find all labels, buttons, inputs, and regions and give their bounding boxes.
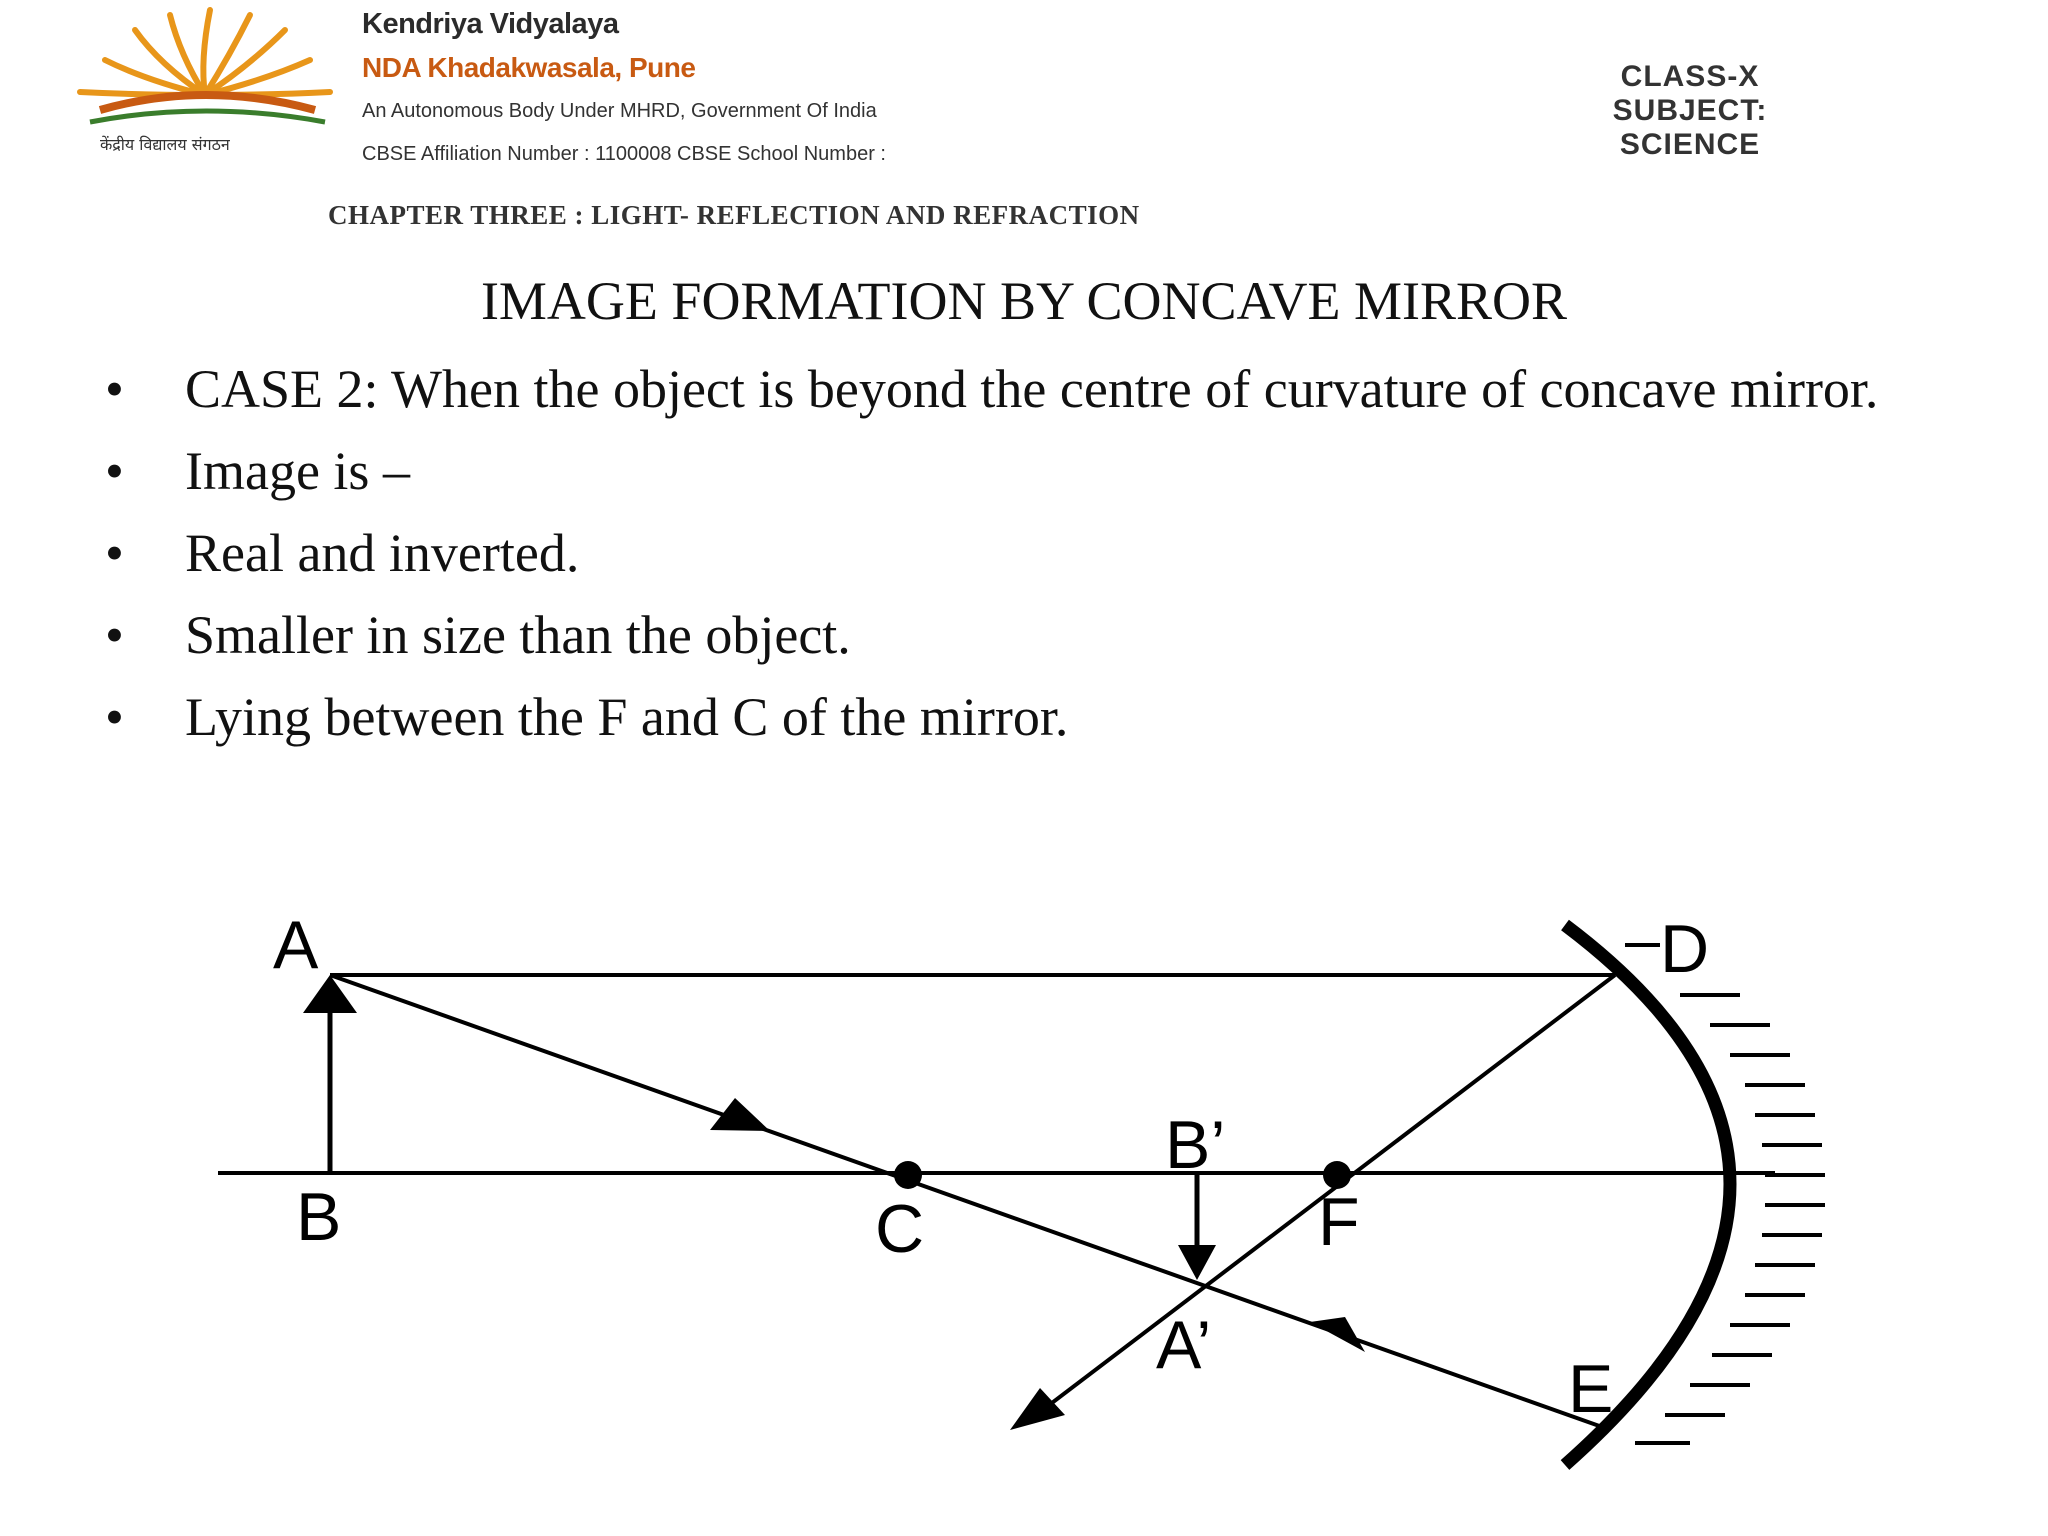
label-c: C bbox=[875, 1191, 925, 1267]
bullet-icon: • bbox=[105, 441, 124, 501]
bullet-item bbox=[0, 601, 1885, 669]
bullet-icon: • bbox=[105, 687, 124, 747]
logo-hindi-text: केंद्रीय विद्यालय संगठन bbox=[100, 135, 230, 154]
bullet-text: CASE 2: When the object is beyond the centre of curvature of concave mirror. bbox=[185, 359, 1879, 419]
class-subject-box bbox=[1560, 60, 1820, 162]
image-arrowhead-icon bbox=[1178, 1245, 1216, 1280]
bullet-item bbox=[0, 519, 1885, 587]
kendriya-vidyalaya-logo bbox=[60, 0, 350, 170]
sun-arc-icon bbox=[100, 95, 315, 110]
centre-of-curvature-point bbox=[894, 1161, 922, 1189]
school-location: NDA Khadakwasala, Pune bbox=[362, 52, 696, 83]
bullet-item bbox=[0, 683, 1885, 751]
reflected-ray-arrowhead-icon bbox=[1010, 1388, 1065, 1430]
label-a-prime: A’ bbox=[1156, 1307, 1212, 1383]
header bbox=[0, 0, 2048, 250]
school-affiliation-line: An Autonomous Body Under MHRD, Government Of India bbox=[362, 100, 877, 122]
bullet-item bbox=[0, 437, 1885, 505]
label-b: B bbox=[296, 1179, 342, 1255]
sun-rays-icon bbox=[80, 10, 330, 95]
bullet-icon: • bbox=[105, 605, 124, 665]
label-e: E bbox=[1568, 1351, 1614, 1427]
bullet-text: Lying between the F and C of the mirror. bbox=[185, 687, 1069, 747]
ray-through-centre bbox=[330, 975, 1605, 1428]
class-label: CLASS-X bbox=[1620, 60, 1760, 93]
subject-label: SUBJECT: bbox=[1612, 94, 1768, 127]
cbse-affiliation-line: CBSE Affiliation Number : 1100008 CBSE School Number : bbox=[362, 143, 886, 165]
bullet-item bbox=[0, 355, 1885, 423]
ray-arrowhead-icon bbox=[1310, 1317, 1365, 1352]
label-f: F bbox=[1318, 1184, 1360, 1260]
bullet-list bbox=[0, 355, 2048, 765]
school-name: Kendriya Vidyalaya bbox=[362, 8, 619, 40]
label-a: A bbox=[273, 907, 319, 983]
ray-diagram bbox=[0, 880, 2048, 1536]
label-d: D bbox=[1660, 911, 1710, 987]
bullet-icon: • bbox=[105, 523, 124, 583]
bullet-text: Image is – bbox=[185, 441, 410, 501]
bullet-text: Real and inverted. bbox=[185, 523, 580, 583]
ground-line bbox=[90, 111, 325, 122]
bullet-icon: • bbox=[105, 359, 124, 419]
slide-title: IMAGE FORMATION BY CONCAVE MIRROR bbox=[480, 271, 1568, 331]
chapter-heading: CHAPTER THREE : LIGHT- REFLECTION AND REFRACTION bbox=[328, 200, 1140, 230]
bullet-text: Smaller in size than the object. bbox=[185, 605, 851, 665]
label-b-prime: B’ bbox=[1165, 1107, 1226, 1183]
subject-value: SCIENCE bbox=[1619, 128, 1761, 161]
